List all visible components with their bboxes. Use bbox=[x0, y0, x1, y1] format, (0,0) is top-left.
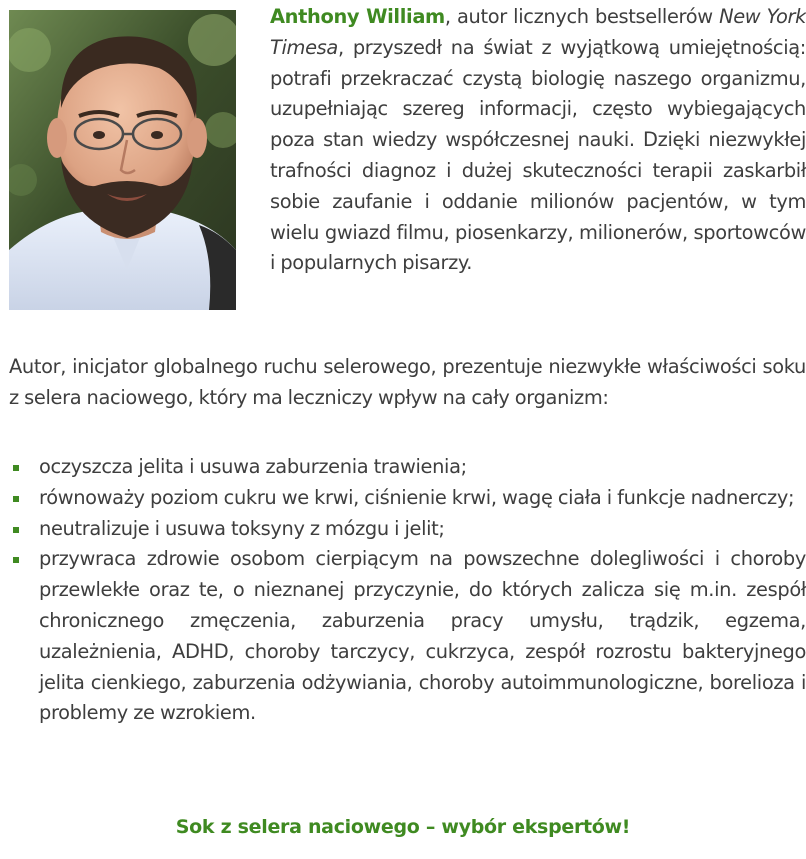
list-item bbox=[9, 483, 806, 514]
list-item-text: oczyszcza jelita i usuwa zaburzenia trawienia; bbox=[39, 455, 467, 478]
list-item bbox=[9, 544, 806, 729]
bullet-marker-icon bbox=[13, 527, 19, 533]
benefits-list bbox=[9, 452, 806, 729]
bio-after-name: , autor licznych bestsellerów bbox=[444, 5, 720, 28]
list-item bbox=[9, 452, 806, 483]
bullet-marker-icon bbox=[13, 465, 19, 471]
list-item-text: równoważy poziom cukru we krwi, ciśnienie krwi, wagę ciała i funkcje nadnerczy; bbox=[39, 485, 795, 509]
author-name: Anthony William bbox=[270, 5, 445, 28]
list-item-text: przywraca zdrowie osobom cierpiącym na powszechne dolegliwości i choroby przewlekłe oraz te, o nieznanej przyczynie, do których zalicza się m.in. zespół chronicznego zmęczenia, zaburzenia pracy umysłu, trądzik, egzema, uzależnienia, ADHD, choroby tarczycy, cukrzyca, zespół rozrostu bakteryjnego jelita cienkiego, zaburzenia odżywiania, choroby autoimmunologiczne, borelioza i problemy ze wzrokiem. bbox=[39, 547, 806, 725]
tagline: Sok z selera naciowego – wybór ekspertów! bbox=[175, 816, 631, 838]
bio-text: , przyszedł na świat z wyjątkową umiejętnością: potrafi przekraczać czystą biologię naszego organizmu, uzupełniając szereg informacji, często wybiegających poza stan wiedzy współczesnej nauki. Dzięki niezwykłej trafności diagnoz i dużej skuteczności terapii zaskarbił sobie zaufanie i oddanie milionów pacjentów, w tym wielu gwiazd filmu, piosenkarzy, milionerów, sportowców i popularnych pisarzy. bbox=[270, 35, 806, 275]
list-item-text: neutralizuje i usuwa toksyny z mózgu i jelit; bbox=[39, 516, 445, 540]
author-photo bbox=[9, 10, 236, 310]
bio-publication: New York Timesa bbox=[270, 5, 806, 59]
author-portrait-image bbox=[9, 10, 236, 310]
intro-paragraph: Autor, inicjator globalnego ruchu selerowego, prezentuje niezwykłe właściwości soku z selera naciowego, który ma leczniczy wpływ na cały organizm: bbox=[9, 355, 806, 409]
bullet-marker-icon bbox=[13, 557, 19, 563]
author-bio bbox=[270, 2, 806, 279]
list-item bbox=[9, 514, 806, 545]
bullet-marker-icon bbox=[13, 496, 19, 502]
